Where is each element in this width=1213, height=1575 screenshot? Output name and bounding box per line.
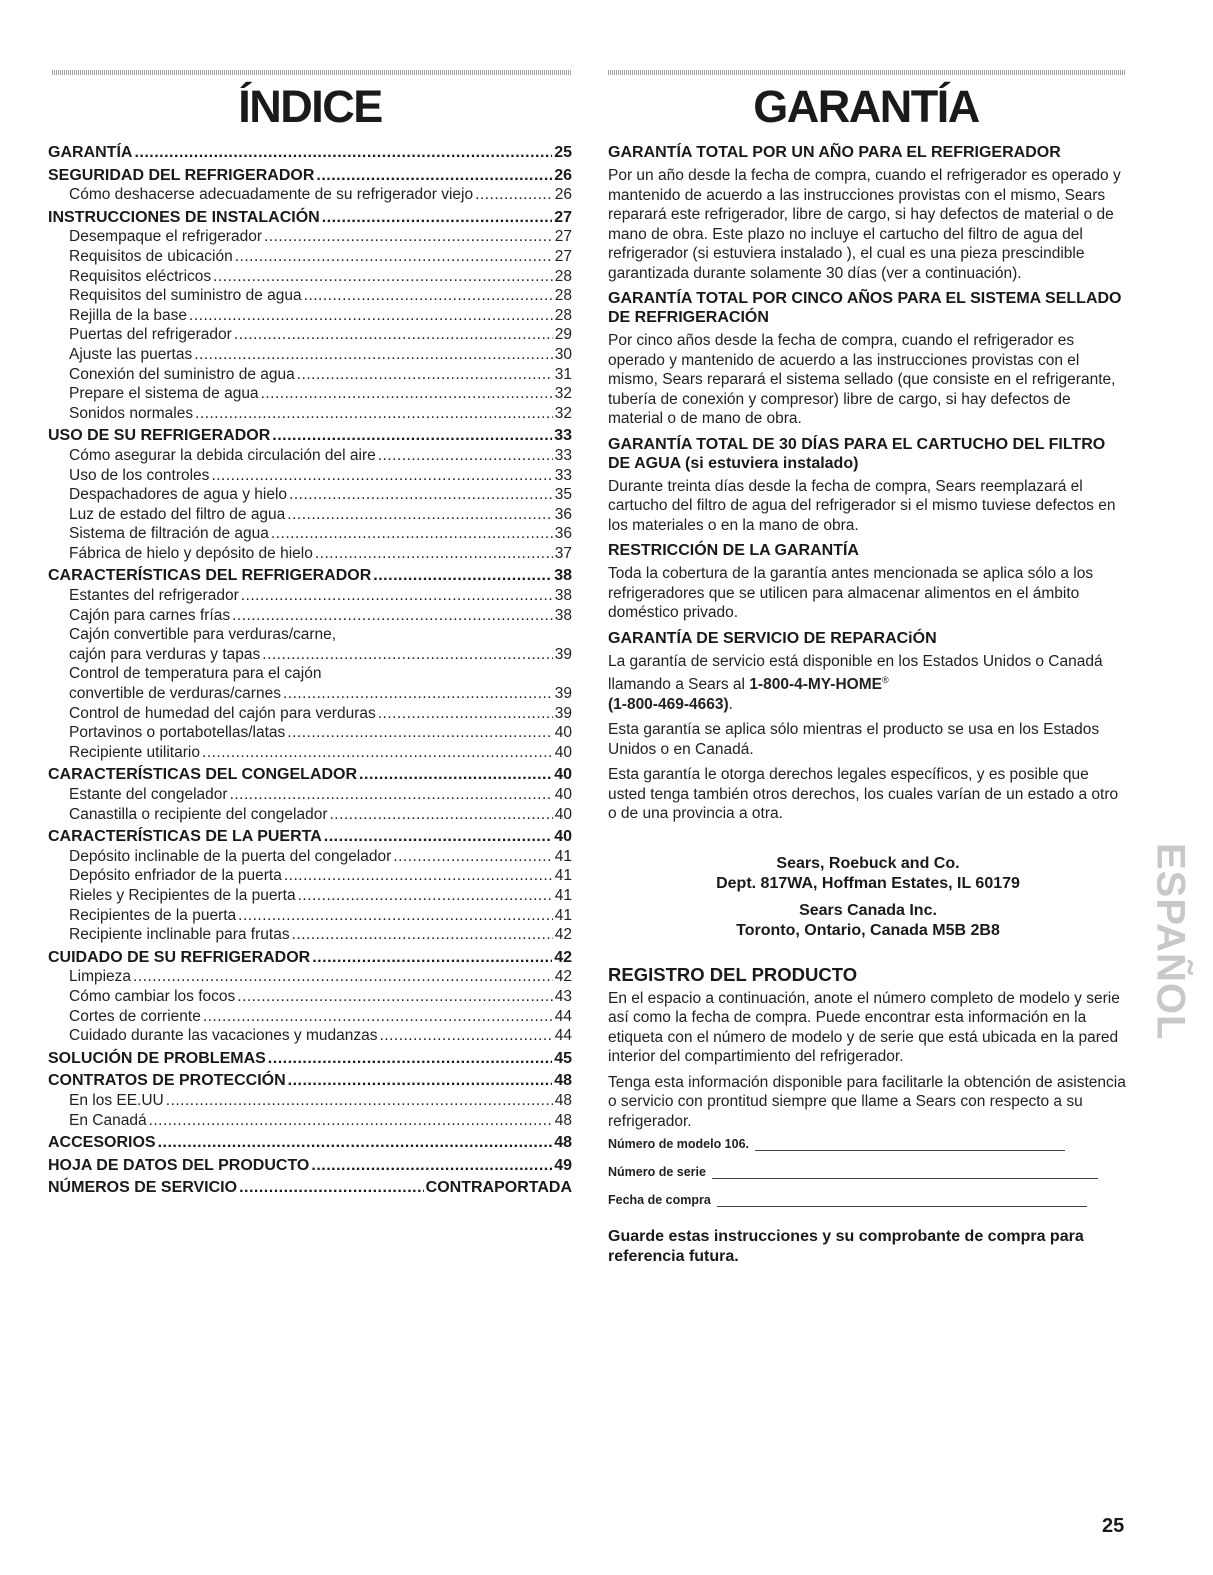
toc-entry-page: 33 xyxy=(554,427,572,445)
toc-entry-label: Conexión del suministro de agua xyxy=(69,365,295,383)
toc-entry-page: 40 xyxy=(554,724,572,742)
toc-dot-leader xyxy=(297,365,553,385)
toc-entry-label: HOJA DE DATOS DEL PRODUCTO xyxy=(48,1156,310,1174)
service-warranty xyxy=(608,629,1128,824)
toc-dot-leader xyxy=(213,267,553,287)
toc-entry-page: 40 xyxy=(554,743,572,761)
toc-dot-leader xyxy=(232,606,553,626)
toc-entry-label: Control de temperatura para el cajón xyxy=(69,665,322,683)
toc-dot-leader xyxy=(238,906,553,926)
toc-dot-leader xyxy=(324,827,552,847)
toc-entry-page: 31 xyxy=(554,365,572,383)
toc-dot-leader xyxy=(133,967,553,987)
toc-entry-page: 41 xyxy=(554,886,572,904)
toc-dot-leader xyxy=(288,1071,553,1091)
toc-entry-page: 32 xyxy=(554,404,572,422)
toc-entry-label: Sistema de filtración de agua xyxy=(69,525,269,543)
toc-subentry xyxy=(48,524,572,544)
toc-entry-page: 28 xyxy=(554,287,572,305)
toc-entry-page: 32 xyxy=(554,385,572,403)
toc-entry-label: ACCESORIOS xyxy=(48,1134,156,1152)
toc-entry-page: 41 xyxy=(554,867,572,885)
toc-dot-leader xyxy=(234,325,553,345)
toc-dot-leader xyxy=(149,1111,553,1131)
service-extra-2: Esta garantía le otorga derechos legales específicos, y es posible que usted tenga también otros derechos, los cuales varían de un estado a otro o de una provincia a otra. xyxy=(608,766,1119,823)
toc-entry-page: 39 xyxy=(554,704,572,722)
toc-subentry xyxy=(48,247,572,267)
toc-entry-label: Cajón convertible para verduras/carne, xyxy=(69,626,337,644)
toc-subentry xyxy=(48,645,572,665)
purchase-date-field[interactable] xyxy=(608,1193,1128,1207)
toc-dot-leader xyxy=(311,1156,552,1176)
warranty-section-paragraph: Durante treinta días desde la fecha de compra, Sears reemplazará el cartucho del filtro de agua del refrigerador si el mismo tuviese defectos en los materiales o en la mano de obra. xyxy=(608,477,1116,534)
toc-entry-label: Estantes del refrigerador xyxy=(69,587,239,605)
purchase-date-line[interactable] xyxy=(717,1194,1087,1207)
toc-subentry xyxy=(48,664,572,684)
toc-entry-label: Portavinos o portabotellas/latas xyxy=(69,724,286,742)
toc-entry-label: CARACTERÍSTICAS DEL CONGELADOR xyxy=(48,766,358,784)
service-phone-brand: 1-800-4-MY-HOME xyxy=(749,676,882,694)
toc-entry-page: 38 xyxy=(554,567,572,585)
toc-dot-leader xyxy=(378,446,553,466)
toc-dot-leader xyxy=(261,384,553,404)
toc-subentry xyxy=(48,704,572,724)
toc-subentry xyxy=(48,227,572,247)
toc-entry-page: 48 xyxy=(554,1072,572,1090)
toc-entry-label: Canastilla o recipiente del congelador xyxy=(69,805,328,823)
toc-subentry xyxy=(48,267,572,287)
toc-subentry xyxy=(48,466,572,486)
warranty-section-paragraph: Por cinco años desde la fecha de compra, cuando el refrigerador es operado y mantenido de acuerdo a las instrucciones provistas con el mismo, Sears reparará el sistema sellado (que consiste en el refrigerante, tubería de conexión y compresor) libre de cargo, si hay defectos de material o de mano de obra. xyxy=(608,332,1116,427)
toc-entry-label: Requisitos eléctricos xyxy=(69,267,212,285)
service-paragraph xyxy=(608,652,1128,715)
toc-entry-label: Estante del congelador xyxy=(69,786,228,803)
toc-subentry xyxy=(48,906,572,926)
toc-entry-page: 41 xyxy=(554,906,572,924)
toc-subentry xyxy=(48,785,572,805)
page-number: 25 xyxy=(1102,1515,1125,1537)
toc-subentry xyxy=(48,446,572,466)
toc-subentry xyxy=(48,987,572,1007)
toc-dot-leader xyxy=(284,866,553,886)
toc-entry-label: CUIDADO DE SU REFRIGERADOR xyxy=(48,948,311,966)
registration-paragraph-2: Tenga esta información disponible para facilitarle la obtención de asistencia o servicio con prontitud siempre que llame a Sears con respecto a su refrigerador. xyxy=(608,1073,1126,1130)
toc-entry-page: 42 xyxy=(554,948,572,966)
serial-number-line[interactable] xyxy=(712,1166,1098,1179)
toc-dot-leader xyxy=(271,524,553,544)
toc-entry-label: NÚMEROS DE SERVICIO xyxy=(48,1179,238,1197)
toc-subentry xyxy=(48,286,572,306)
toc-dot-leader xyxy=(262,645,552,665)
table-of-contents xyxy=(48,143,572,1198)
toc-entry-label: Control de humedad del cajón para verduras xyxy=(69,704,376,722)
toc-entry-label: Puertas del refrigerador xyxy=(69,326,232,344)
top-rule-left xyxy=(52,70,572,75)
us-company: Sears, Roebuck and Co. xyxy=(776,854,960,872)
registration-title: REGISTRO DEL PRODUCTO xyxy=(608,963,858,985)
toc-dot-leader xyxy=(194,345,553,365)
toc-entry-page: 44 xyxy=(554,1007,572,1025)
toc-dot-leader xyxy=(287,723,552,743)
toc-subentry xyxy=(48,384,572,404)
toc-subentry xyxy=(48,1026,572,1046)
toc-entry-page: 38 xyxy=(554,606,572,624)
toc-dot-leader xyxy=(373,566,552,586)
toc-entry-label: convertible de verduras/carnes xyxy=(69,685,281,703)
toc-entry-label: Requisitos de ubicación xyxy=(69,247,233,265)
toc-entry-page: 26 xyxy=(554,186,572,204)
toc-dot-leader xyxy=(315,544,553,564)
toc-subentry xyxy=(48,325,572,345)
toc-entry-page: 27 xyxy=(554,228,572,246)
toc-dot-leader xyxy=(287,505,552,525)
toc-entry-page: 33 xyxy=(554,466,572,484)
toc-entry-page: 36 xyxy=(554,505,572,523)
toc-entry-label: Ajuste las puertas xyxy=(69,345,193,363)
toc-subentry xyxy=(48,866,572,886)
toc-entry-label: Cómo deshacerse adecuadamente de su refrigerador viejo xyxy=(69,186,474,204)
toc-subentry xyxy=(48,505,572,525)
toc-subentry xyxy=(48,185,572,205)
toc-dot-leader xyxy=(211,466,552,486)
toc-entry-page: 48 xyxy=(554,1134,572,1152)
toc-subentry xyxy=(48,1091,572,1111)
language-side-tab xyxy=(1148,812,1192,1072)
warranty-title: GARANTÍA xyxy=(753,81,979,132)
toc-dot-leader xyxy=(268,1049,552,1069)
toc-section-entry xyxy=(48,827,572,847)
model-number-label: Número de modelo 106. xyxy=(608,1137,750,1152)
top-rule-right xyxy=(608,70,1126,75)
toc-entry-page: 28 xyxy=(554,306,572,324)
toc-section-entry xyxy=(48,426,572,446)
toc-entry-page: 28 xyxy=(554,267,572,285)
toc-subentry xyxy=(48,485,572,505)
toc-entry-page: 42 xyxy=(554,926,572,944)
toc-entry-label: Uso de los controles xyxy=(69,466,210,484)
toc-entry-label: Recipientes de la puerta xyxy=(69,906,237,924)
purchase-date-label: Fecha de compra xyxy=(608,1193,711,1208)
toc-subentry xyxy=(48,345,572,365)
toc-entry-page: 43 xyxy=(554,987,572,1005)
toc-entry-page: 29 xyxy=(554,326,572,344)
toc-entry-label: Rejilla de la base xyxy=(69,306,188,324)
toc-entry-page: 38 xyxy=(554,587,572,605)
toc-dot-leader xyxy=(393,847,552,867)
service-extra-1: Esta garantía se aplica sólo mientras el producto se usa en los Estados Unidos o en Canadá. xyxy=(608,721,1100,758)
toc-entry-label: Fábrica de hielo y depósito de hielo xyxy=(69,544,313,562)
toc-dot-leader xyxy=(264,227,553,247)
toc-subentry xyxy=(48,586,572,606)
toc-entry-label: Recipiente inclinable para frutas xyxy=(69,926,290,944)
toc-entry-label: En los EE.UU xyxy=(69,1091,164,1109)
toc-entry-page: 26 xyxy=(554,166,572,184)
toc-section-entry xyxy=(48,1071,572,1091)
toc-dot-leader xyxy=(298,886,553,906)
warranty-column xyxy=(608,143,1128,1267)
toc-entry-label: CARACTERÍSTICAS DEL REFRIGERADOR xyxy=(48,567,372,585)
toc-entry-label: Limpieza xyxy=(69,968,132,986)
toc-entry-page: 33 xyxy=(554,446,572,464)
toc-dot-leader xyxy=(166,1091,553,1111)
toc-subentry xyxy=(48,404,572,424)
toc-dot-leader xyxy=(230,785,553,805)
model-number-line[interactable] xyxy=(755,1138,1065,1151)
toc-dot-leader xyxy=(189,306,553,326)
toc-dot-leader xyxy=(237,987,552,1007)
warranty-section-heading: GARANTÍA TOTAL DE 30 DÍAS PARA EL CARTUCHO DEL FILTRO DE AGUA (si estuviera instalado) xyxy=(608,435,1106,472)
toc-entry-label: cajón para verduras y tapas xyxy=(69,645,261,663)
toc-entry-label: SEGURIDAD DEL REFRIGERADOR xyxy=(48,166,315,184)
toc-dot-leader xyxy=(322,208,552,228)
toc-dot-leader xyxy=(304,286,553,306)
toc-entry-label: Rieles y Recipientes de la puerta xyxy=(69,886,296,904)
warranty-section-heading: GARANTÍA TOTAL POR CINCO AÑOS PARA EL SISTEMA SELLADO DE REFRIGERACIÓN xyxy=(608,290,1122,326)
toc-entry-page: 30 xyxy=(554,345,572,363)
toc-dot-leader xyxy=(195,404,553,424)
serial-number-label: Número de serie xyxy=(608,1165,706,1180)
toc-dot-leader xyxy=(289,485,553,505)
toc-entry-label: Cómo asegurar la debida circulación del aire xyxy=(69,446,376,464)
toc-entry-page: 35 xyxy=(554,486,572,504)
toc-section-entry xyxy=(48,1133,572,1153)
toc-entry-page: 41 xyxy=(554,847,572,865)
toc-section-entry xyxy=(48,166,572,186)
toc-section-entry xyxy=(48,566,572,586)
toc-dot-leader xyxy=(241,586,553,606)
sears-address-block xyxy=(608,854,1128,942)
warranty-sections xyxy=(608,143,1128,623)
toc-entry-label: Desempaque el refrigerador xyxy=(69,228,262,246)
model-number-field[interactable] xyxy=(608,1137,1128,1151)
toc-entry-page: 39 xyxy=(554,685,572,703)
toc-dot-leader xyxy=(203,1007,553,1027)
toc-subentry xyxy=(48,606,572,626)
toc-title: ÍNDICE xyxy=(238,81,382,132)
toc-entry-page: 27 xyxy=(554,208,572,226)
toc-entry-page: 40 xyxy=(554,786,572,803)
toc-section-entry xyxy=(48,1156,572,1176)
toc-subentry xyxy=(48,1111,572,1131)
serial-number-field[interactable] xyxy=(608,1165,1128,1179)
toc-dot-leader xyxy=(378,704,553,724)
toc-entry-label: CARACTERÍSTICAS DE LA PUERTA xyxy=(48,828,322,846)
toc-subentry xyxy=(48,886,572,906)
ca-city: Toronto, Ontario, Canada M5B 2B8 xyxy=(736,922,1000,940)
toc-dot-leader xyxy=(134,143,552,163)
toc-entry-page: 36 xyxy=(554,525,572,543)
toc-section-entry xyxy=(48,948,572,968)
toc-entry-label: CONTRATOS DE PROTECCIÓN xyxy=(48,1072,286,1090)
toc-subentry xyxy=(48,306,572,326)
toc-subentry xyxy=(48,925,572,945)
toc-dot-leader xyxy=(312,948,552,968)
toc-section-entry xyxy=(48,208,572,228)
toc-dot-leader xyxy=(283,684,553,704)
toc-dot-leader xyxy=(239,1178,424,1198)
toc-entry-page: 40 xyxy=(554,766,572,784)
warranty-section-heading: GARANTÍA TOTAL POR UN AÑO PARA EL REFRIGERADOR xyxy=(608,144,1061,161)
toc-entry-page: 44 xyxy=(554,1027,572,1045)
toc-dot-leader xyxy=(292,925,553,945)
toc-section-entry xyxy=(48,765,572,785)
toc-entry-label: Recipiente utilitario xyxy=(69,743,200,761)
registration-paragraph-1: En el espacio a continuación, anote el número completo de modelo y serie así como la fecha de compra. Puede encontrar esta información en la etiqueta con el número de modelo y de serie que está ubicada en la pared interior del compartimiento del refrigerador. xyxy=(608,989,1120,1066)
toc-dot-leader xyxy=(359,765,552,785)
toc-dot-leader xyxy=(272,426,552,446)
toc-subentry xyxy=(48,967,572,987)
toc-entry-page: 45 xyxy=(554,1049,572,1067)
toc-dot-leader xyxy=(475,185,553,205)
toc-entry-label: Cuidado durante las vacaciones y mudanzas xyxy=(69,1027,378,1045)
toc-subentry xyxy=(48,684,572,704)
toc-entry-label: Sonidos normales xyxy=(69,404,194,422)
toc-entry-label: Requisitos del suministro de agua xyxy=(69,287,302,305)
toc-entry-label: Depósito inclinable de la puerta del congelador xyxy=(69,847,392,865)
toc-section-entry xyxy=(48,143,572,163)
service-heading: GARANTÍA DE SERVICIO DE REPARACiÓN xyxy=(608,629,937,647)
toc-entry-page: 25 xyxy=(554,144,572,161)
toc-subentry xyxy=(48,723,572,743)
toc-entry-page: 40 xyxy=(554,828,572,846)
toc-subentry xyxy=(48,625,572,645)
keep-instructions-note: Guarde estas instrucciones y su comprobante de compra para referencia futura. xyxy=(608,1228,1084,1266)
toc-entry-label: USO DE SU REFRIGERADOR xyxy=(48,427,271,445)
toc-entry-label: Luz de estado del filtro de agua xyxy=(69,505,286,523)
toc-dot-leader xyxy=(316,166,552,186)
warranty-section-paragraph: Toda la cobertura de la garantía antes mencionada se aplica sólo a los refrigeradores que se utilicen para almacenar alimentos en el ámbito doméstico privado. xyxy=(608,565,1094,621)
toc-subentry xyxy=(48,365,572,385)
toc-entry-label: Despachadores de agua y hielo xyxy=(69,486,288,504)
toc-entry-label: GARANTÍA xyxy=(48,144,133,161)
warranty-section-paragraph: Por un año desde la fecha de compra, cuando el refrigerador es operado y mantenido de acuerdo a las instrucciones provistas con el mismo, Sears reparará este refrigerador, libre de cargo, si hay defectos de material o de mano de obra. Este plazo no incluye el cartucho del filtro de agua del refrigerador (si estuviera instalado ), el cual es una pieza prescindible garantizada durante solamente 30 días (ver a continuación). xyxy=(608,167,1121,282)
toc-subentry xyxy=(48,847,572,867)
toc-subentry xyxy=(48,1007,572,1027)
toc-entry-label: Cortes de corriente xyxy=(69,1007,201,1025)
side-tab-label: ESPAÑOL xyxy=(1148,843,1193,1041)
toc-subentry xyxy=(48,544,572,564)
toc-dot-leader xyxy=(379,1026,552,1046)
toc-dot-leader xyxy=(202,743,553,763)
toc-subentry xyxy=(48,805,572,825)
toc-entry-page: 27 xyxy=(554,247,572,265)
registered-mark: ® xyxy=(881,675,889,685)
toc-entry-label: INSTRUCCIONES DE INSTALACIÓN xyxy=(48,208,320,226)
toc-dot-leader xyxy=(158,1133,553,1153)
toc-entry-page: 37 xyxy=(554,544,572,562)
toc-entry-label: Cómo cambiar los focos xyxy=(69,987,236,1005)
ca-company: Sears Canada Inc. xyxy=(799,901,937,919)
us-dept: Dept. 817WA, Hoffman Estates, IL 60179 xyxy=(716,875,1020,893)
toc-entry-page: 48 xyxy=(554,1111,572,1129)
toc-entry-page: 48 xyxy=(554,1091,572,1109)
toc-entry-page: 42 xyxy=(554,968,572,986)
toc-entry-page: 39 xyxy=(554,645,572,663)
toc-entry-label: Depósito enfriador de la puerta xyxy=(69,867,282,885)
toc-entry-label: Cajón para carnes frías xyxy=(69,606,231,624)
service-phone-numeric: (1-800-469-4663) xyxy=(608,695,729,713)
toc-entry-label: SOLUCIÓN DE PROBLEMAS xyxy=(48,1049,266,1067)
toc-subentry xyxy=(48,743,572,763)
toc-dot-leader xyxy=(235,247,553,267)
toc-entry-label: En Canadá xyxy=(69,1111,147,1129)
toc-entry-label: Prepare el sistema de agua xyxy=(69,385,259,403)
toc-entry-page: 40 xyxy=(554,805,572,823)
service-intro-end: . xyxy=(728,695,733,713)
toc-dot-leader xyxy=(330,805,553,825)
toc-entry-page: CONTRAPORTADA xyxy=(425,1179,572,1197)
service-intro: La garantía de servicio está disponible en los Estados Unidos o Canadá llamando a Sears al xyxy=(608,652,1103,694)
toc-section-entry xyxy=(48,1178,572,1198)
toc-section-entry xyxy=(48,1049,572,1069)
toc-entry-page: 49 xyxy=(554,1156,572,1174)
warranty-section-heading: RESTRICCIÓN DE LA GARANTÍA xyxy=(608,542,859,559)
